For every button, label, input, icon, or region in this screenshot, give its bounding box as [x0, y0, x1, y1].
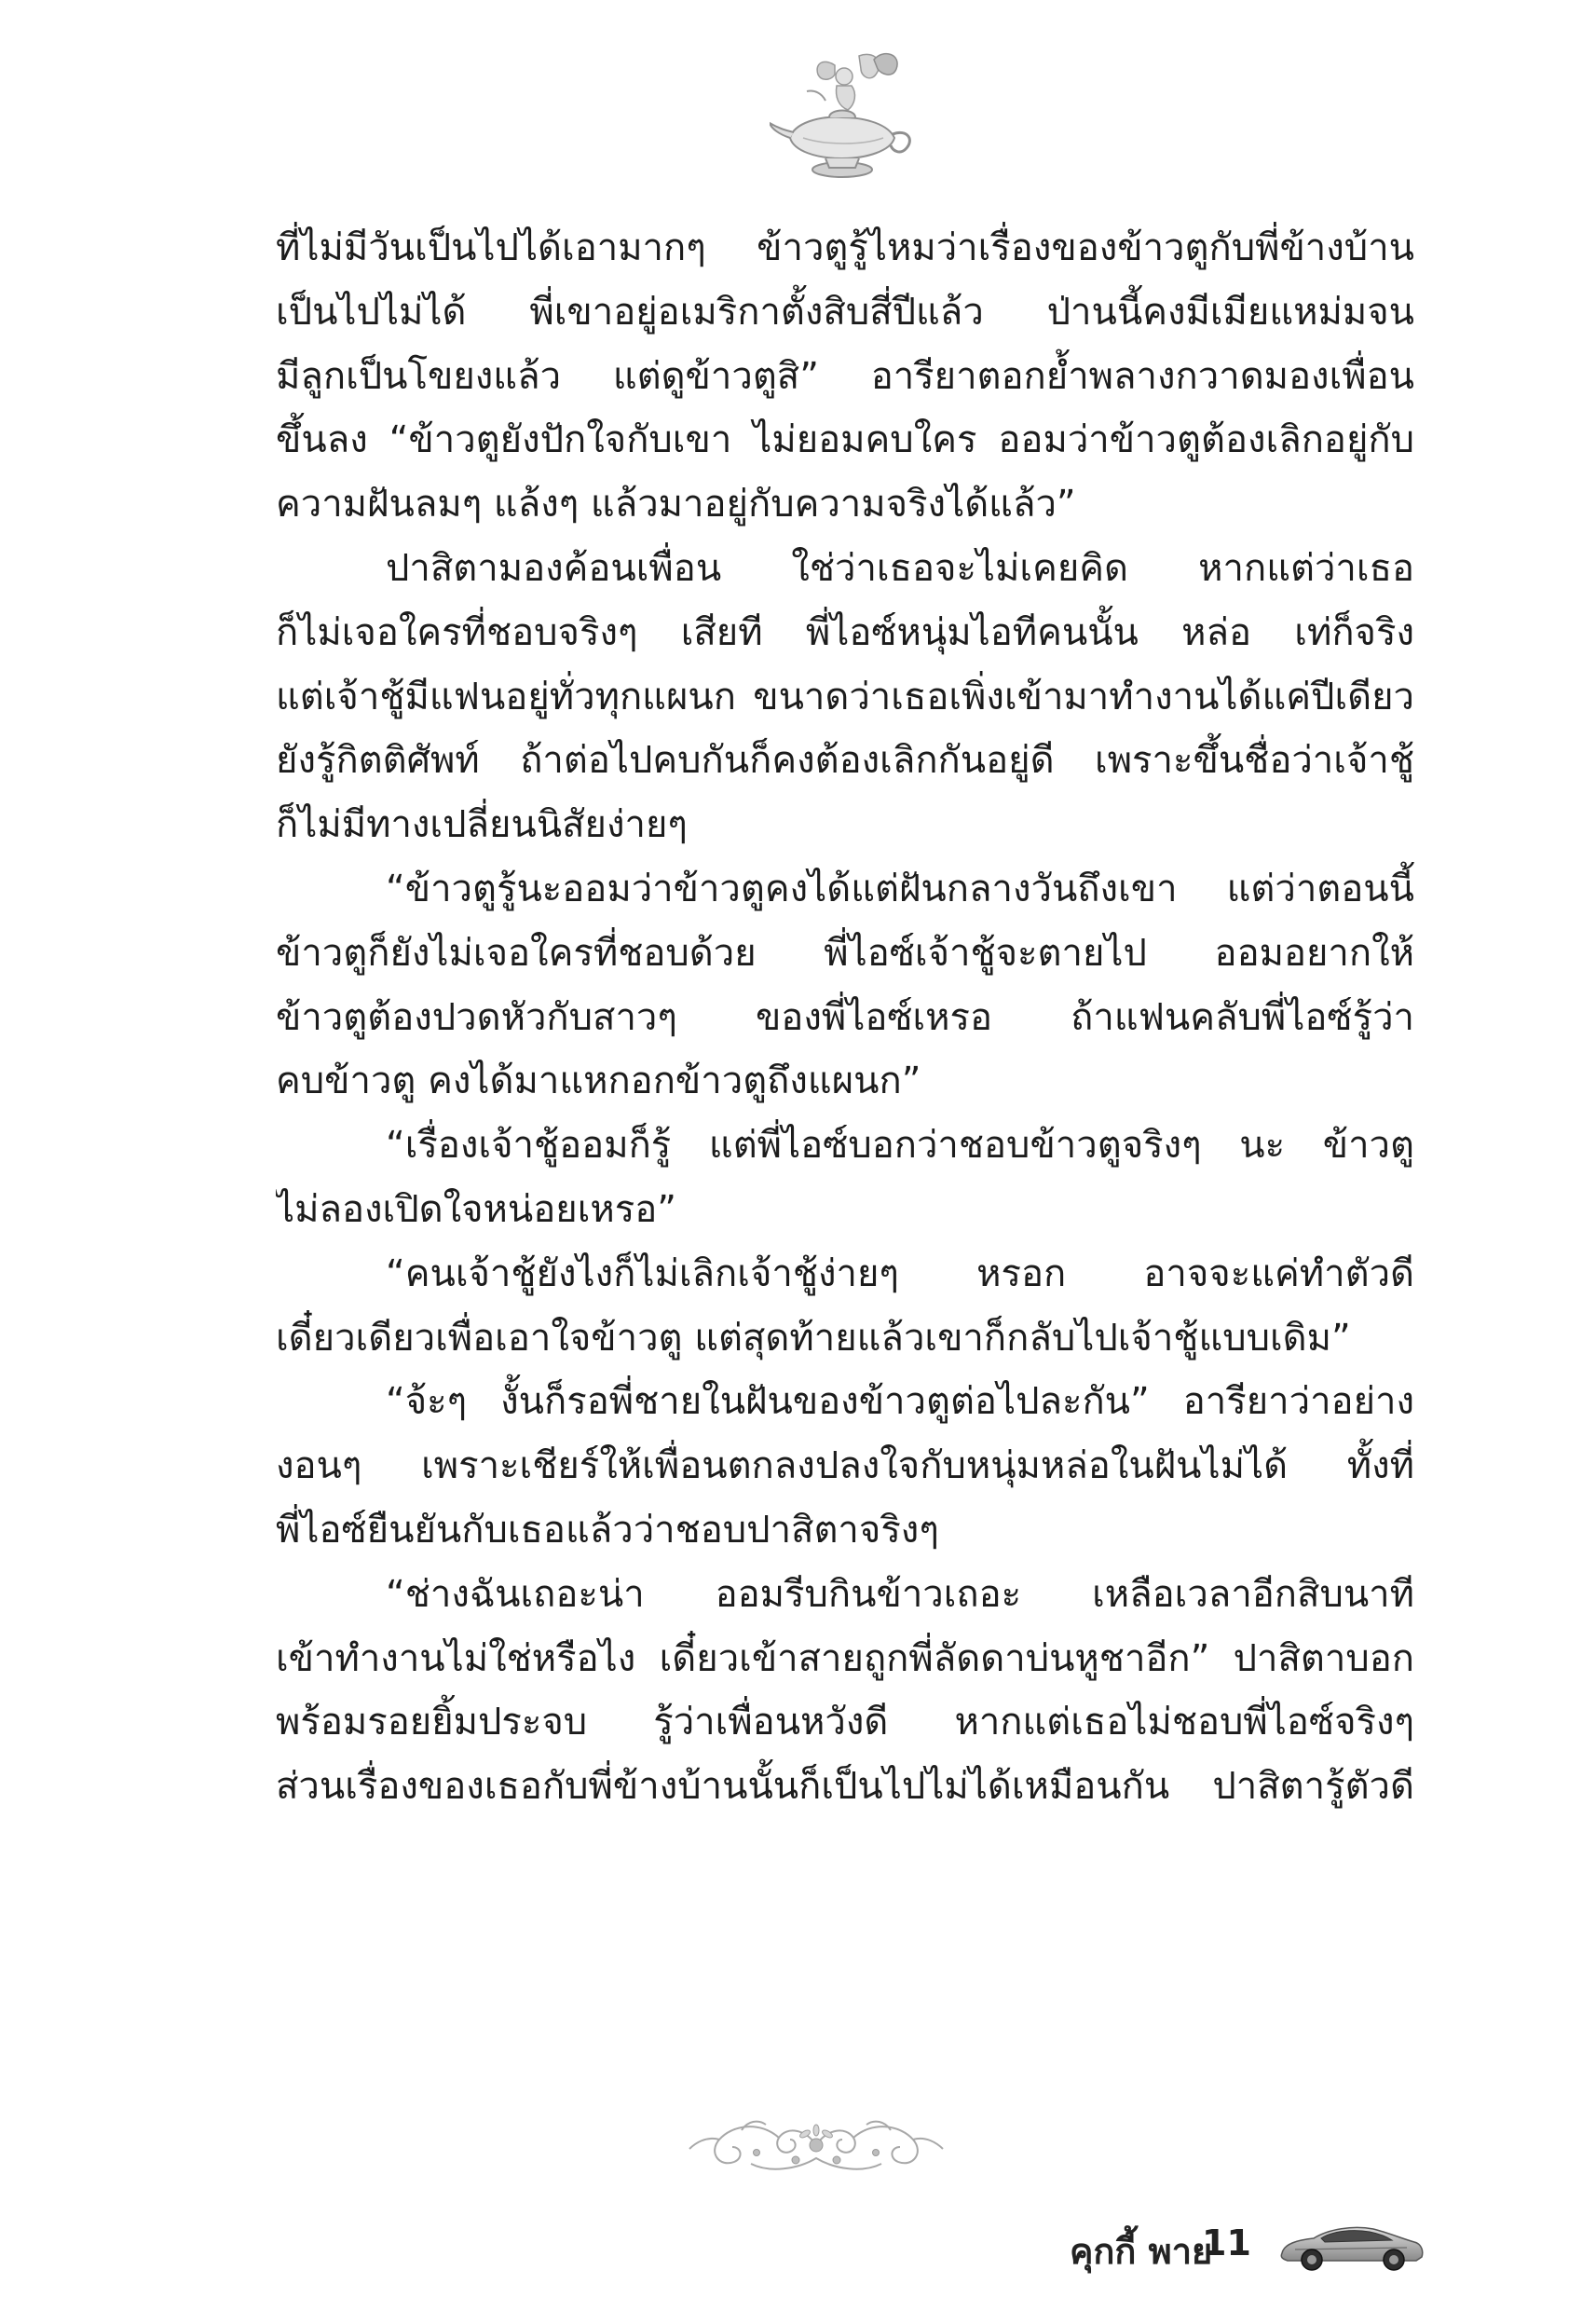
text-line: ที่ไม่มีวันเป็นไปได้เอามากๆ ข้าวตูรู้ไหมว่าเรื่องของข้าวตูกับพี่ข้างบ้าน: [276, 226, 1414, 269]
text-line: เดี๋ยวเดียวเพื่อเอาใจข้าวตู แต่สุดท้ายแล้วเขาก็กลับไปเจ้าชู้แบบเดิม”: [276, 1316, 1351, 1360]
text-line: “จ้ะๆ งั้นก็รอพี่ชายในฝันของข้าวตูต่อไปละกัน” อารียาว่าอย่าง: [386, 1380, 1414, 1424]
genie-lamp-ornament-icon: [770, 48, 915, 188]
text-line: พี่ไอซ์ยืนยันกับเธอแล้วว่าชอบปาสิตาจริงๆ: [276, 1508, 939, 1552]
text-line: ก็ไม่เจอใครที่ชอบจริงๆ เสียที พี่ไอซ์หนุ่มไอทีคนนั้น หล่อ เท่ก็จริง: [276, 610, 1414, 654]
text-line: พร้อมรอยยิ้มประจบ รู้ว่าเพื่อนหวังดี หากแต่เธอไม่ชอบพี่ไอซ์จริงๆ: [276, 1701, 1414, 1744]
text-line: ไม่ลองเปิดใจหน่อยเหรอ”: [276, 1187, 676, 1231]
text-line: “เรื่องเจ้าชู้ออมก็รู้ แต่พี่ไอซ์บอกว่าชอบข้าวตูจริงๆ นะ ข้าวตู: [386, 1124, 1414, 1168]
text-line: ปาสิตามองค้อนเพื่อน ใช่ว่าเธอจะไม่เคยคิด หากแต่ว่าเธอ: [386, 546, 1414, 590]
text-line: งอนๆ เพราะเชียร์ให้เพื่อนตกลงปลงใจกับหนุ่มหล่อในฝันไม่ได้ ทั้งที่: [276, 1444, 1414, 1488]
footer-book-title: คุกกี้ พาย: [1070, 2231, 1213, 2272]
text-line: ความฝันลมๆ แล้งๆ แล้วมาอยู่กับความจริงได้แล้ว”: [276, 483, 1076, 526]
text-line: ข้าวตูก็ยังไม่เจอใครที่ชอบด้วย พี่ไอซ์เจ้าชู้จะตายไป ออมอยากให้: [276, 931, 1414, 975]
text-line: เป็นไปไม่ได้ พี่เขาอยู่อเมริกาตั้งสิบสี่ปีแล้ว ป่านนี้คงมีเมียแหม่มจน: [276, 290, 1414, 334]
body-text: [276, 216, 1414, 1819]
sports-car-icon: [1276, 2216, 1425, 2274]
text-line: ขึ้นลง “ข้าวตูยังปักใจกับเขา ไม่ยอมคบใคร ออมว่าข้าวตูต้องเลิกอยู่กับ: [276, 418, 1414, 462]
text-line: มีลูกเป็นโขยงแล้ว แต่ดูข้าวตูสิ” อารียาตอกย้ำพลางกวาดมองเพื่อน: [276, 354, 1414, 398]
text-line: “คนเจ้าชู้ยังไงก็ไม่เลิกเจ้าชู้ง่ายๆ หรอก อาจจะแค่ทำตัวดี: [386, 1251, 1414, 1295]
text-line: คบข้าวตู คงได้มาแหกอกข้าวตูถึงแผนก”: [276, 1060, 921, 1103]
footer-page-number: 11: [1202, 2222, 1251, 2263]
text-line: ก็ไม่มีทางเปลี่ยนนิสัยง่ายๆ: [276, 803, 688, 847]
text-line: “ข้าวตูรู้นะออมว่าข้าวตูคงได้แต่ฝันกลางวันถึงเขา แต่ว่าตอนนี้: [386, 867, 1414, 910]
text-line: ส่วนเรื่องของเธอกับพี่ข้างบ้านนั้นก็เป็นไปไม่ได้เหมือนกัน ปาสิตารู้ตัวดี: [276, 1765, 1414, 1809]
flourish-ornament-icon: [686, 2112, 947, 2179]
text-line: “ช่างฉันเถอะน่า ออมรีบกินข้าวเถอะ เหลือเวลาอีกสิบนาที: [386, 1572, 1414, 1616]
text-line: เข้าทำงานไม่ใช่หรือไง เดี๋ยวเข้าสายถูกพี่ลัดดาบ่นหูชาอีก” ปาสิตาบอก: [276, 1636, 1414, 1680]
text-line: ข้าวตูต้องปวดหัวกับสาวๆ ของพี่ไอซ์เหรอ ถ้าแฟนคลับพี่ไอซ์รู้ว่า: [276, 995, 1414, 1039]
text-line: ยังรู้กิตติศัพท์ ถ้าต่อไปคบกันก็คงต้องเลิกกันอยู่ดี เพราะขึ้นชื่อว่าเจ้าชู้: [276, 739, 1414, 783]
text-line: แต่เจ้าชู้มีแฟนอยู่ทั่วทุกแผนก ขนาดว่าเธอเพิ่งเข้ามาทำงานได้แค่ปีเดียว: [276, 675, 1414, 718]
